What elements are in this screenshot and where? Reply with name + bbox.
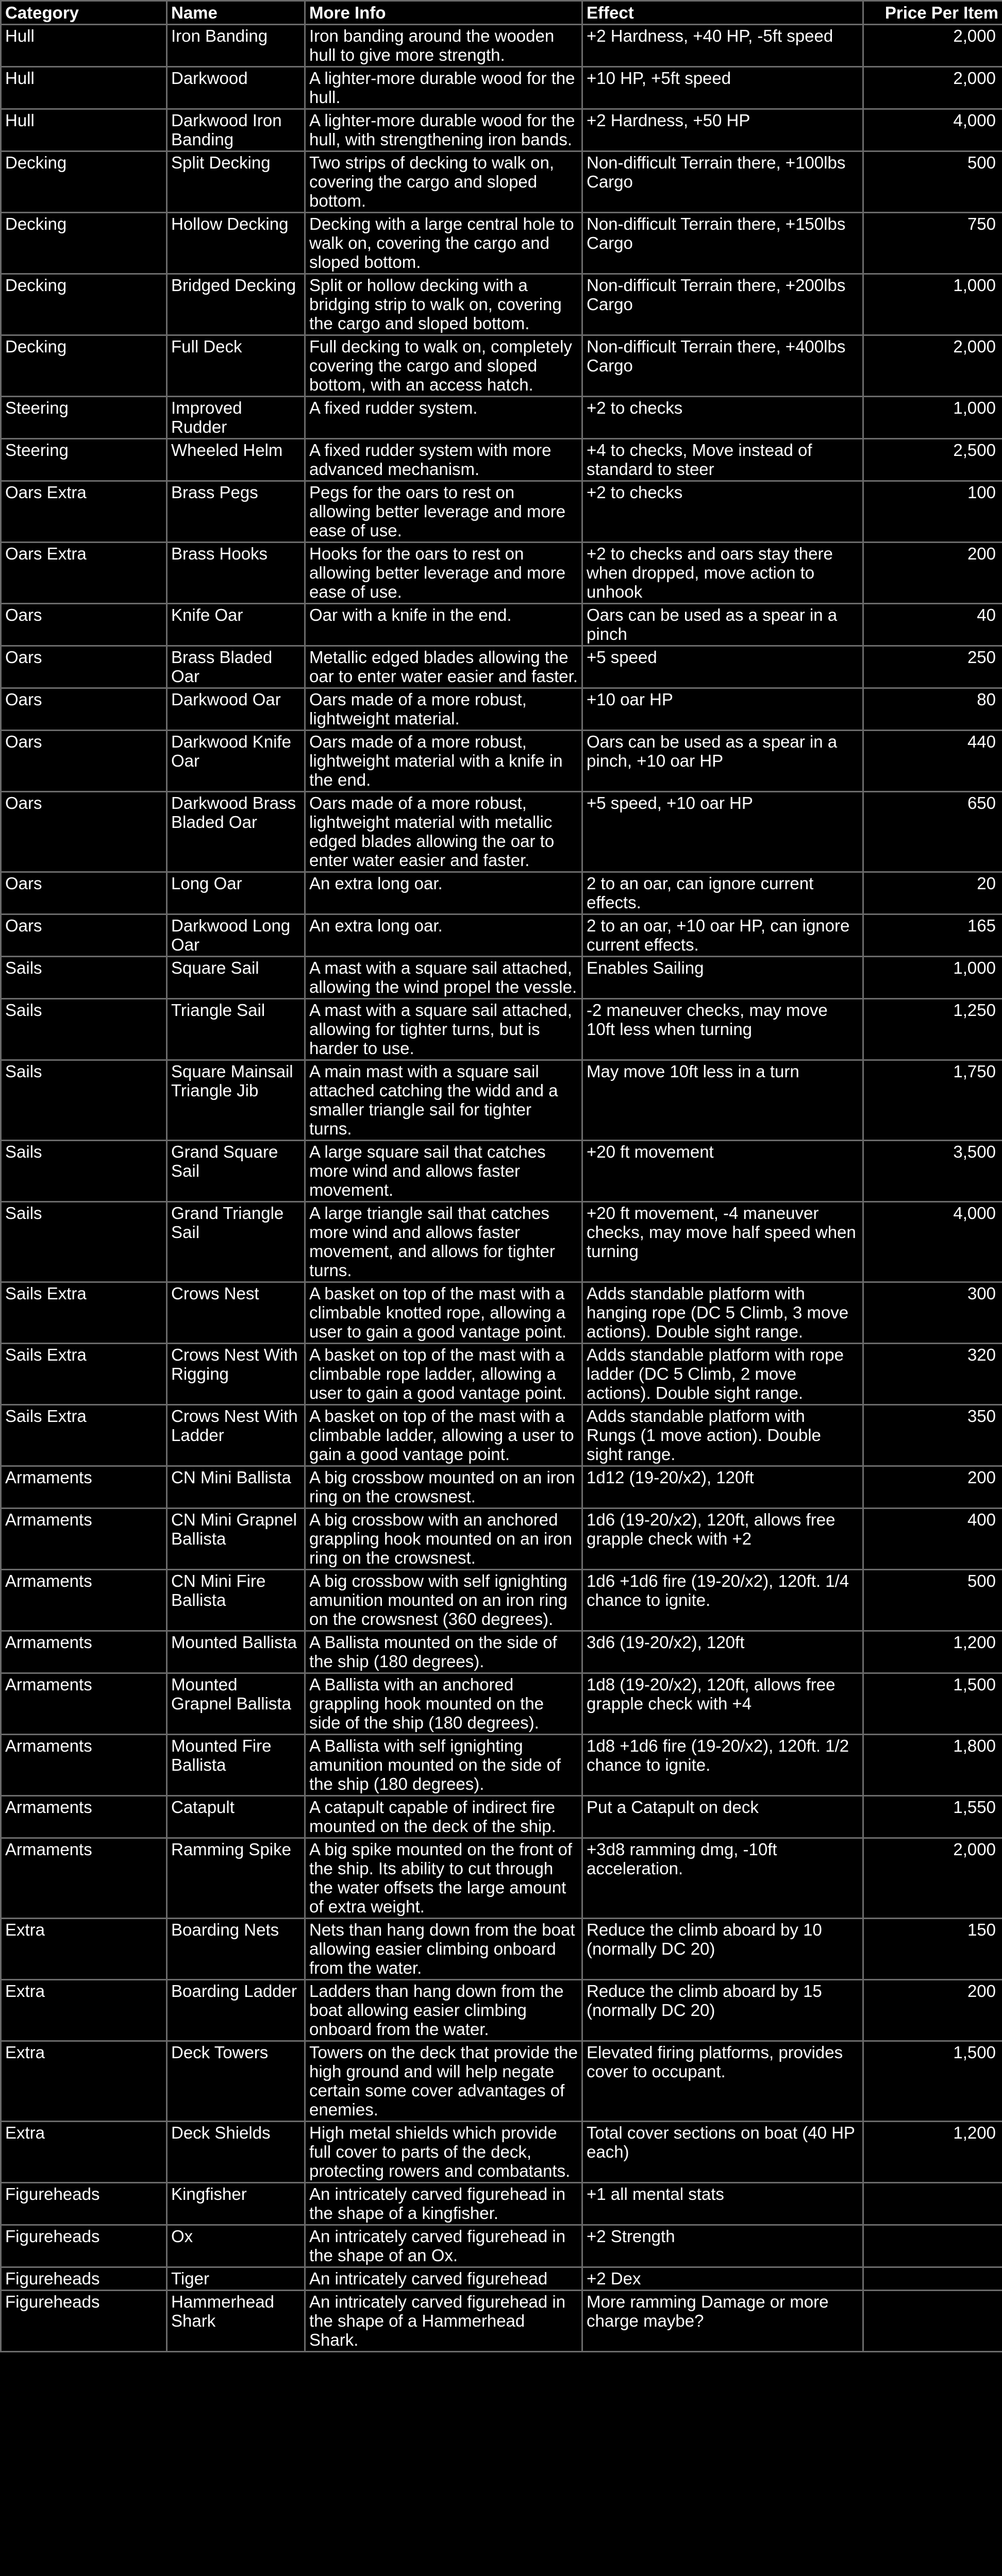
cell-name: Deck Towers	[167, 2041, 305, 2122]
table-row	[1, 731, 1002, 792]
cell-price: 1,200	[863, 1631, 1002, 1673]
cell-category: Steering	[1, 397, 167, 439]
cell-category: Sails Extra	[1, 1282, 167, 1344]
table-row	[1, 481, 1002, 543]
cell-effect: Non-difficult Terrain there, +150lbs Cargo	[582, 213, 863, 274]
table-row	[1, 25, 1002, 67]
cell-more-info: A big crossbow mounted on an iron ring on the crowsnest.	[305, 1466, 582, 1509]
cell-price: 165	[863, 914, 1002, 957]
cell-name: Grand Square Sail	[167, 1141, 305, 1202]
cell-price: 80	[863, 688, 1002, 731]
cell-category: Sails	[1, 1202, 167, 1282]
cell-price: 250	[863, 646, 1002, 688]
cell-more-info: A big crossbow with an anchored grappling hook mounted on an iron ring on the crowsnest.	[305, 1509, 582, 1570]
cell-name: Mounted Grapnel Ballista	[167, 1673, 305, 1735]
table-row	[1, 213, 1002, 274]
cell-category: Extra	[1, 1980, 167, 2041]
cell-more-info: Metallic edged blades allowing the oar to enter water easier and faster.	[305, 646, 582, 688]
cell-effect: +2 to checks	[582, 481, 863, 543]
cell-more-info: A Ballista with an anchored grappling hook mounted on the side of the ship (180 degrees).	[305, 1673, 582, 1735]
cell-effect: +5 speed, +10 oar HP	[582, 792, 863, 872]
cell-price: 500	[863, 1570, 1002, 1631]
cell-effect: 1d8 (19-20/x2), 120ft, allows free grapple check with +4	[582, 1673, 863, 1735]
cell-more-info: Split or hollow decking with a bridging strip to walk on, covering the cargo and sloped bottom.	[305, 274, 582, 335]
cell-effect: +2 Strength	[582, 2225, 863, 2267]
cell-category: Hull	[1, 67, 167, 109]
cell-effect: Oars can be used as a spear in a pinch, +10 oar HP	[582, 731, 863, 792]
cell-more-info: Full decking to walk on, completely covering the cargo and sloped bottom, with an access hatch.	[305, 335, 582, 397]
table-row	[1, 2122, 1002, 2183]
cell-name: Mounted Ballista	[167, 1631, 305, 1673]
cell-name: Wheeled Helm	[167, 439, 305, 481]
cell-more-info: Nets than hang down from the boat allowing easier climbing onboard from the water.	[305, 1919, 582, 1980]
cell-category: Sails Extra	[1, 1405, 167, 1466]
cell-effect: Non-difficult Terrain there, +400lbs Cargo	[582, 335, 863, 397]
cell-more-info: A Ballista mounted on the side of the ship (180 degrees).	[305, 1631, 582, 1673]
cell-category: Sails	[1, 957, 167, 999]
cell-category: Figureheads	[1, 2291, 167, 2352]
cell-category: Sails	[1, 999, 167, 1060]
cell-name: Split Decking	[167, 151, 305, 213]
cell-name: Brass Bladed Oar	[167, 646, 305, 688]
cell-name: Improved Rudder	[167, 397, 305, 439]
cell-more-info: Two strips of decking to walk on, covering the cargo and sloped bottom.	[305, 151, 582, 213]
cell-category: Extra	[1, 2122, 167, 2183]
cell-name: Triangle Sail	[167, 999, 305, 1060]
cell-more-info: Oars made of a more robust, lightweight material with metallic edged blades allowing the oar to enter water easier and faster.	[305, 792, 582, 872]
cell-name: Ramming Spike	[167, 1838, 305, 1919]
cell-name: Grand Triangle Sail	[167, 1202, 305, 1282]
cell-name: Catapult	[167, 1796, 305, 1838]
cell-effect: Reduce the climb aboard by 10 (normally DC 20)	[582, 1919, 863, 1980]
cell-more-info: A fixed rudder system with more advanced mechanism.	[305, 439, 582, 481]
cell-name: Square Sail	[167, 957, 305, 999]
table-row	[1, 1344, 1002, 1405]
table-row	[1, 67, 1002, 109]
table-row	[1, 2291, 1002, 2352]
cell-category: Figureheads	[1, 2183, 167, 2225]
cell-category: Armaments	[1, 1631, 167, 1673]
header-name: Name	[167, 1, 305, 25]
cell-name: Deck Shields	[167, 2122, 305, 2183]
table-row	[1, 1141, 1002, 1202]
cell-more-info: An extra long oar.	[305, 914, 582, 957]
cell-price: 350	[863, 1405, 1002, 1466]
cell-name: CN Mini Ballista	[167, 1466, 305, 1509]
cell-name: Iron Banding	[167, 25, 305, 67]
cell-name: CN Mini Grapnel Ballista	[167, 1509, 305, 1570]
header-more-info: More Info	[305, 1, 582, 25]
cell-price: 100	[863, 481, 1002, 543]
cell-price: 1,250	[863, 999, 1002, 1060]
cell-more-info: An intricately carved figurehead in the shape of an Ox.	[305, 2225, 582, 2267]
cell-more-info: An intricately carved figurehead in the shape of a Hammerhead Shark.	[305, 2291, 582, 2352]
table-row	[1, 2041, 1002, 2122]
cell-effect: +2 to checks and oars stay there when dropped, move action to unhook	[582, 543, 863, 604]
header-price: Price Per Item	[863, 1, 1002, 25]
cell-effect: +5 speed	[582, 646, 863, 688]
cell-effect: +4 to checks, Move instead of standard to steer	[582, 439, 863, 481]
cell-effect: +2 Dex	[582, 2267, 863, 2291]
cell-name: Boarding Nets	[167, 1919, 305, 1980]
cell-effect: +20 ft movement, -4 maneuver checks, may move half speed when turning	[582, 1202, 863, 1282]
cell-price: 1,200	[863, 2122, 1002, 2183]
cell-effect: Reduce the climb aboard by 15 (normally DC 20)	[582, 1980, 863, 2041]
cell-effect: +2 to checks	[582, 397, 863, 439]
cell-more-info: A lighter-more durable wood for the hull, with strengthening iron bands.	[305, 109, 582, 151]
cell-name: Long Oar	[167, 872, 305, 914]
cell-effect: 3d6 (19-20/x2), 120ft	[582, 1631, 863, 1673]
table-row	[1, 1838, 1002, 1919]
header-row	[1, 1, 1002, 25]
cell-price: 4,000	[863, 109, 1002, 151]
cell-category: Oars Extra	[1, 543, 167, 604]
cell-more-info: A catapult capable of indirect fire mounted on the deck of the ship.	[305, 1796, 582, 1838]
cell-price: 2,000	[863, 67, 1002, 109]
cell-price: 2,500	[863, 439, 1002, 481]
cell-effect: +10 HP, +5ft speed	[582, 67, 863, 109]
table-row	[1, 274, 1002, 335]
table-row	[1, 872, 1002, 914]
header-effect: Effect	[582, 1, 863, 25]
table-row	[1, 1405, 1002, 1466]
cell-price: 400	[863, 1509, 1002, 1570]
table-row	[1, 1980, 1002, 2041]
cell-price	[863, 2225, 1002, 2267]
cell-category: Oars	[1, 731, 167, 792]
cell-category: Armaments	[1, 1673, 167, 1735]
cell-category: Hull	[1, 25, 167, 67]
cell-name: Darkwood Oar	[167, 688, 305, 731]
cell-more-info: Oars made of a more robust, lightweight material.	[305, 688, 582, 731]
cell-name: Darkwood Long Oar	[167, 914, 305, 957]
cell-price: 200	[863, 1466, 1002, 1509]
cell-price: 440	[863, 731, 1002, 792]
cell-price: 1,550	[863, 1796, 1002, 1838]
cell-more-info: A mast with a square sail attached, allowing for tighter turns, but is harder to use.	[305, 999, 582, 1060]
cell-category: Armaments	[1, 1466, 167, 1509]
cell-category: Figureheads	[1, 2225, 167, 2267]
table-row	[1, 1282, 1002, 1344]
cell-effect: Total cover sections on boat (40 HP each)	[582, 2122, 863, 2183]
cell-category: Sails	[1, 1060, 167, 1141]
cell-category: Armaments	[1, 1838, 167, 1919]
cell-effect: +10 oar HP	[582, 688, 863, 731]
cell-category: Sails	[1, 1141, 167, 1202]
cell-name: Ox	[167, 2225, 305, 2267]
cell-effect: May move 10ft less in a turn	[582, 1060, 863, 1141]
cell-more-info: An extra long oar.	[305, 872, 582, 914]
cell-price	[863, 2291, 1002, 2352]
cell-price	[863, 2183, 1002, 2225]
cell-more-info: Oar with a knife in the end.	[305, 604, 582, 646]
cell-category: Sails Extra	[1, 1344, 167, 1405]
table-row	[1, 109, 1002, 151]
cell-category: Oars	[1, 792, 167, 872]
cell-price: 1,000	[863, 274, 1002, 335]
cell-price: 500	[863, 151, 1002, 213]
cell-effect: 2 to an oar, +10 oar HP, can ignore current effects.	[582, 914, 863, 957]
table-row	[1, 439, 1002, 481]
cell-name: Kingfisher	[167, 2183, 305, 2225]
cell-price: 150	[863, 1919, 1002, 1980]
cell-more-info: A big spike mounted on the front of the ship. Its ability to cut through the water offsets the large amount of extra weight.	[305, 1838, 582, 1919]
cell-more-info: Iron banding around the wooden hull to give more strength.	[305, 25, 582, 67]
table-row	[1, 1202, 1002, 1282]
cell-more-info: A mast with a square sail attached, allowing the wind propel the vessle.	[305, 957, 582, 999]
cell-category: Armaments	[1, 1570, 167, 1631]
cell-name: Tiger	[167, 2267, 305, 2291]
cell-more-info: A big crossbow with self ignighting amunition mounted on an iron ring on the crowsnest (360 degrees).	[305, 1570, 582, 1631]
cell-more-info: Ladders than hang down from the boat allowing easier climbing onboard from the water.	[305, 1980, 582, 2041]
cell-effect: +2 Hardness, +40 HP, -5ft speed	[582, 25, 863, 67]
cell-more-info: Oars made of a more robust, lightweight material with a knife in the end.	[305, 731, 582, 792]
cell-category: Extra	[1, 2041, 167, 2122]
table-row	[1, 914, 1002, 957]
cell-price: 1,000	[863, 957, 1002, 999]
cell-effect: +20 ft movement	[582, 1141, 863, 1202]
cell-category: Armaments	[1, 1509, 167, 1570]
cell-category: Oars	[1, 872, 167, 914]
cell-effect: Oars can be used as a spear in a pinch	[582, 604, 863, 646]
cell-name: Crows Nest	[167, 1282, 305, 1344]
cell-price: 1,500	[863, 1673, 1002, 1735]
cell-more-info: A large triangle sail that catches more wind and allows faster movement, and allows for tighter turns.	[305, 1202, 582, 1282]
table-row	[1, 999, 1002, 1060]
cell-name: CN Mini Fire Ballista	[167, 1570, 305, 1631]
cell-category: Hull	[1, 109, 167, 151]
table-row	[1, 1631, 1002, 1673]
cell-price: 300	[863, 1282, 1002, 1344]
cell-more-info: A fixed rudder system.	[305, 397, 582, 439]
cell-category: Extra	[1, 1919, 167, 1980]
cell-more-info: A Ballista with self ignighting amunition mounted on the side of the ship (180 degrees).	[305, 1735, 582, 1796]
cell-price: 2,000	[863, 1838, 1002, 1919]
cell-more-info: Pegs for the oars to rest on allowing better leverage and more ease of use.	[305, 481, 582, 543]
cell-effect: 2 to an oar, can ignore current effects.	[582, 872, 863, 914]
cell-category: Oars Extra	[1, 481, 167, 543]
table-row	[1, 1466, 1002, 1509]
cell-name: Crows Nest With Ladder	[167, 1405, 305, 1466]
cell-category: Oars	[1, 688, 167, 731]
cell-more-info: A lighter-more durable wood for the hull.	[305, 67, 582, 109]
table-row	[1, 604, 1002, 646]
cell-name: Darkwood	[167, 67, 305, 109]
cell-more-info: A basket on top of the mast with a climbable knotted rope, allowing a user to gain a good vantage point.	[305, 1282, 582, 1344]
cell-effect: Put a Catapult on deck	[582, 1796, 863, 1838]
cell-effect: 1d12 (19-20/x2), 120ft	[582, 1466, 863, 1509]
table-row	[1, 1509, 1002, 1570]
cell-price: 750	[863, 213, 1002, 274]
cell-category: Decking	[1, 151, 167, 213]
cell-more-info: A main mast with a square sail attached catching the widd and a smaller triangle sail for tighter turns.	[305, 1060, 582, 1141]
table-header	[1, 1, 1002, 25]
cell-price: 1,750	[863, 1060, 1002, 1141]
cell-effect: +3d8 ramming dmg, -10ft acceleration.	[582, 1838, 863, 1919]
cell-more-info: A large square sail that catches more wind and allows faster movement.	[305, 1141, 582, 1202]
cell-effect: Adds standable platform with rope ladder (DC 5 Climb, 2 move actions). Double sight range.	[582, 1344, 863, 1405]
cell-price: 20	[863, 872, 1002, 914]
table-row	[1, 1919, 1002, 1980]
cell-effect: +1 all mental stats	[582, 2183, 863, 2225]
cell-price: 4,000	[863, 1202, 1002, 1282]
cell-name: Bridged Decking	[167, 274, 305, 335]
cell-name: Knife Oar	[167, 604, 305, 646]
cell-more-info: A basket on top of the mast with a climbable rope ladder, allowing a user to gain a good vantage point.	[305, 1344, 582, 1405]
cell-name: Square Mainsail Triangle Jib	[167, 1060, 305, 1141]
cell-price	[863, 2267, 1002, 2291]
cell-price: 1,500	[863, 2041, 1002, 2122]
table-row	[1, 335, 1002, 397]
cell-category: Oars	[1, 604, 167, 646]
cell-effect: Elevated firing platforms, provides cover to occupant.	[582, 2041, 863, 2122]
cell-price: 650	[863, 792, 1002, 872]
cell-price: 1,000	[863, 397, 1002, 439]
cell-effect: Enables Sailing	[582, 957, 863, 999]
table-row	[1, 1570, 1002, 1631]
cell-more-info: High metal shields which provide full cover to parts of the deck, protecting rowers and combatants.	[305, 2122, 582, 2183]
cell-price: 3,500	[863, 1141, 1002, 1202]
cell-category: Oars	[1, 646, 167, 688]
cell-name: Hammerhead Shark	[167, 2291, 305, 2352]
table-row	[1, 1060, 1002, 1141]
cell-effect: Non-difficult Terrain there, +100lbs Cargo	[582, 151, 863, 213]
cell-name: Boarding Ladder	[167, 1980, 305, 2041]
cell-price: 200	[863, 543, 1002, 604]
cell-name: Hollow Decking	[167, 213, 305, 274]
cell-name: Full Deck	[167, 335, 305, 397]
cell-more-info: An intricately carved figurehead in the shape of a kingfisher.	[305, 2183, 582, 2225]
cell-more-info: A basket on top of the mast with a climbable ladder, allowing a user to gain a good vantage point.	[305, 1405, 582, 1466]
table-row	[1, 2225, 1002, 2267]
cell-name: Darkwood Brass Bladed Oar	[167, 792, 305, 872]
table-row	[1, 397, 1002, 439]
cell-name: Darkwood Knife Oar	[167, 731, 305, 792]
cell-category: Decking	[1, 274, 167, 335]
cell-effect: More ramming Damage or more charge maybe?	[582, 2291, 863, 2352]
cell-more-info: An intricately carved figurehead	[305, 2267, 582, 2291]
table-row	[1, 151, 1002, 213]
table-row	[1, 792, 1002, 872]
cell-effect: +2 Hardness, +50 HP	[582, 109, 863, 151]
cell-category: Steering	[1, 439, 167, 481]
cell-effect: 1d6 (19-20/x2), 120ft, allows free grapple check with +2	[582, 1509, 863, 1570]
cell-price: 320	[863, 1344, 1002, 1405]
cell-category: Decking	[1, 213, 167, 274]
cell-effect: Non-difficult Terrain there, +200lbs Cargo	[582, 274, 863, 335]
cell-name: Mounted Fire Ballista	[167, 1735, 305, 1796]
cell-effect: -2 maneuver checks, may move 10ft less when turning	[582, 999, 863, 1060]
table-row	[1, 957, 1002, 999]
cell-more-info: Decking with a large central hole to walk on, covering the cargo and sloped bottom.	[305, 213, 582, 274]
table-row	[1, 646, 1002, 688]
cell-price: 1,800	[863, 1735, 1002, 1796]
cell-more-info: Hooks for the oars to rest on allowing better leverage and more ease of use.	[305, 543, 582, 604]
cell-name: Darkwood Iron Banding	[167, 109, 305, 151]
table-row	[1, 2183, 1002, 2225]
cell-name: Brass Pegs	[167, 481, 305, 543]
cell-category: Figureheads	[1, 2267, 167, 2291]
cell-category: Oars	[1, 914, 167, 957]
cell-effect: Adds standable platform with Rungs (1 move action). Double sight range.	[582, 1405, 863, 1466]
cell-category: Armaments	[1, 1796, 167, 1838]
table-row	[1, 1796, 1002, 1838]
header-category: Category	[1, 1, 167, 25]
cell-price: 40	[863, 604, 1002, 646]
table-row	[1, 1673, 1002, 1735]
cell-name: Crows Nest With Rigging	[167, 1344, 305, 1405]
table-row	[1, 543, 1002, 604]
table-body	[1, 25, 1002, 2352]
cell-effect: 1d8 +1d6 fire (19-20/x2), 120ft. 1/2 chance to ignite.	[582, 1735, 863, 1796]
cell-category: Decking	[1, 335, 167, 397]
table-row	[1, 1735, 1002, 1796]
cell-name: Brass Hooks	[167, 543, 305, 604]
cell-effect: Adds standable platform with hanging rope (DC 5 Climb, 3 move actions). Double sight range.	[582, 1282, 863, 1344]
cell-price: 2,000	[863, 25, 1002, 67]
cell-price: 200	[863, 1980, 1002, 2041]
cell-price: 2,000	[863, 335, 1002, 397]
cell-category: Armaments	[1, 1735, 167, 1796]
cell-effect: 1d6 +1d6 fire (19-20/x2), 120ft. 1/4 chance to ignite.	[582, 1570, 863, 1631]
table-row	[1, 2267, 1002, 2291]
table-row	[1, 688, 1002, 731]
cell-more-info: Towers on the deck that provide the high ground and will help negate certain some cover advantages of enemies.	[305, 2041, 582, 2122]
